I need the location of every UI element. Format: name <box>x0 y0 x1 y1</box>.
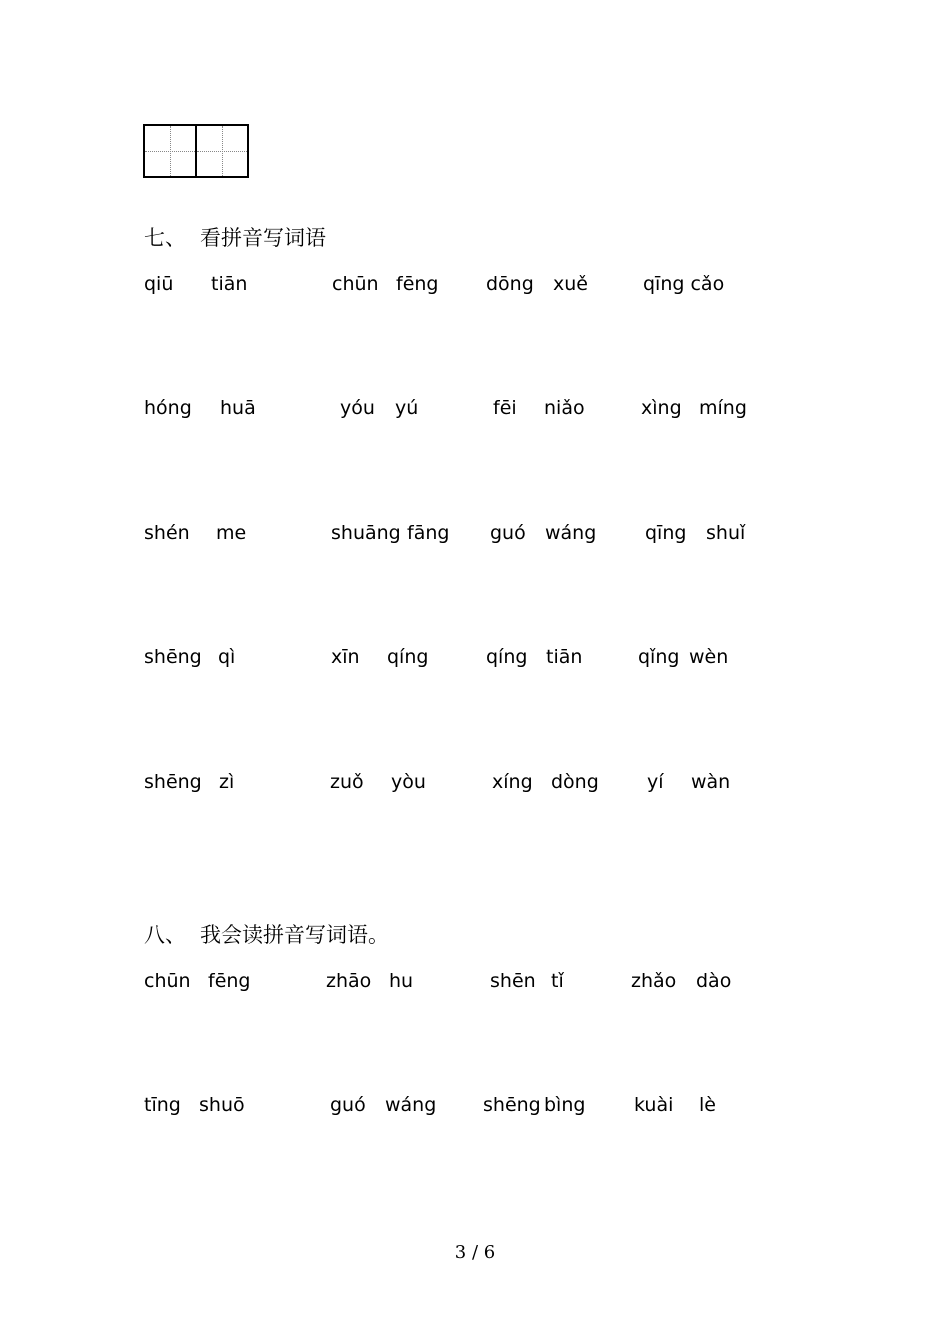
pinyin-word: bìng <box>544 1094 586 1116</box>
pinyin-word: shēng <box>144 771 202 793</box>
pinyin-word: shēng <box>144 646 202 668</box>
pinyin-word: hu <box>389 970 414 992</box>
pinyin-word: wáng <box>545 522 597 544</box>
pinyin-word: lè <box>699 1094 716 1116</box>
page-number: 3 / 6 <box>454 1242 496 1263</box>
section-8-heading <box>144 919 389 949</box>
pinyin-word: me <box>216 522 247 544</box>
pinyin-word: qīng <box>645 522 687 544</box>
pinyin-word: shuō <box>199 1094 245 1116</box>
pinyin-word: dōng <box>486 273 534 295</box>
pinyin-word: míng <box>699 397 747 419</box>
pinyin-word: xíng <box>492 771 533 793</box>
pinyin-word: zì <box>219 771 235 793</box>
pinyin-word: shuǐ <box>706 522 746 544</box>
pinyin-word: dòng <box>551 771 599 793</box>
pinyin-word: qì <box>218 646 236 668</box>
writing-grid <box>143 124 249 178</box>
pinyin-word: fēi <box>493 397 517 419</box>
pinyin-word: yí <box>647 771 664 793</box>
section-title: 看拼音写词语 <box>200 226 326 250</box>
pinyin-word: qīng cǎo <box>643 273 725 295</box>
pinyin-word: tīng <box>144 1094 181 1116</box>
pinyin-word: hóng <box>144 397 192 419</box>
section-number: 七、 <box>144 226 186 250</box>
pinyin-word: wèn <box>689 646 729 668</box>
pinyin-word: fāng <box>407 522 450 544</box>
section-7-heading <box>144 222 326 252</box>
writing-box <box>195 124 249 178</box>
pinyin-word: shēng <box>483 1094 541 1116</box>
pinyin-word: qíng <box>387 646 429 668</box>
pinyin-word: qiū <box>144 273 174 295</box>
pinyin-word: kuài <box>634 1094 674 1116</box>
pinyin-word: tiān <box>546 646 583 668</box>
pinyin-word: yóu <box>340 397 375 419</box>
pinyin-word: guó <box>490 522 526 544</box>
pinyin-word: chūn <box>332 273 379 295</box>
pinyin-word: tǐ <box>551 970 564 992</box>
pinyin-word: guó <box>330 1094 366 1116</box>
section-title: 我会读拼音写词语。 <box>200 923 389 947</box>
pinyin-word: fēng <box>396 273 439 295</box>
pinyin-word: chūn <box>144 970 191 992</box>
pinyin-word: niǎo <box>544 397 585 419</box>
pinyin-word: zhāo <box>326 970 372 992</box>
pinyin-word: qíng <box>486 646 528 668</box>
pinyin-word: zuǒ <box>330 771 364 793</box>
pinyin-word: fēng <box>208 970 251 992</box>
section-number: 八、 <box>144 923 186 947</box>
pinyin-word: dào <box>696 970 732 992</box>
writing-box <box>143 124 197 178</box>
pinyin-word: zhǎo <box>631 970 677 992</box>
pinyin-word: yú <box>395 397 419 419</box>
pinyin-word: tiān <box>211 273 248 295</box>
pinyin-word: xīn <box>331 646 360 668</box>
pinyin-word: huā <box>220 397 256 419</box>
pinyin-word: yòu <box>391 771 426 793</box>
pinyin-word: wàn <box>691 771 731 793</box>
pinyin-word: qǐng <box>638 646 680 668</box>
pinyin-word: wáng <box>385 1094 437 1116</box>
pinyin-word: xìng <box>641 397 682 419</box>
pinyin-word: shén <box>144 522 190 544</box>
pinyin-word: shuāng <box>331 522 401 544</box>
pinyin-word: xuě <box>553 273 588 295</box>
pinyin-word: shēn <box>490 970 536 992</box>
